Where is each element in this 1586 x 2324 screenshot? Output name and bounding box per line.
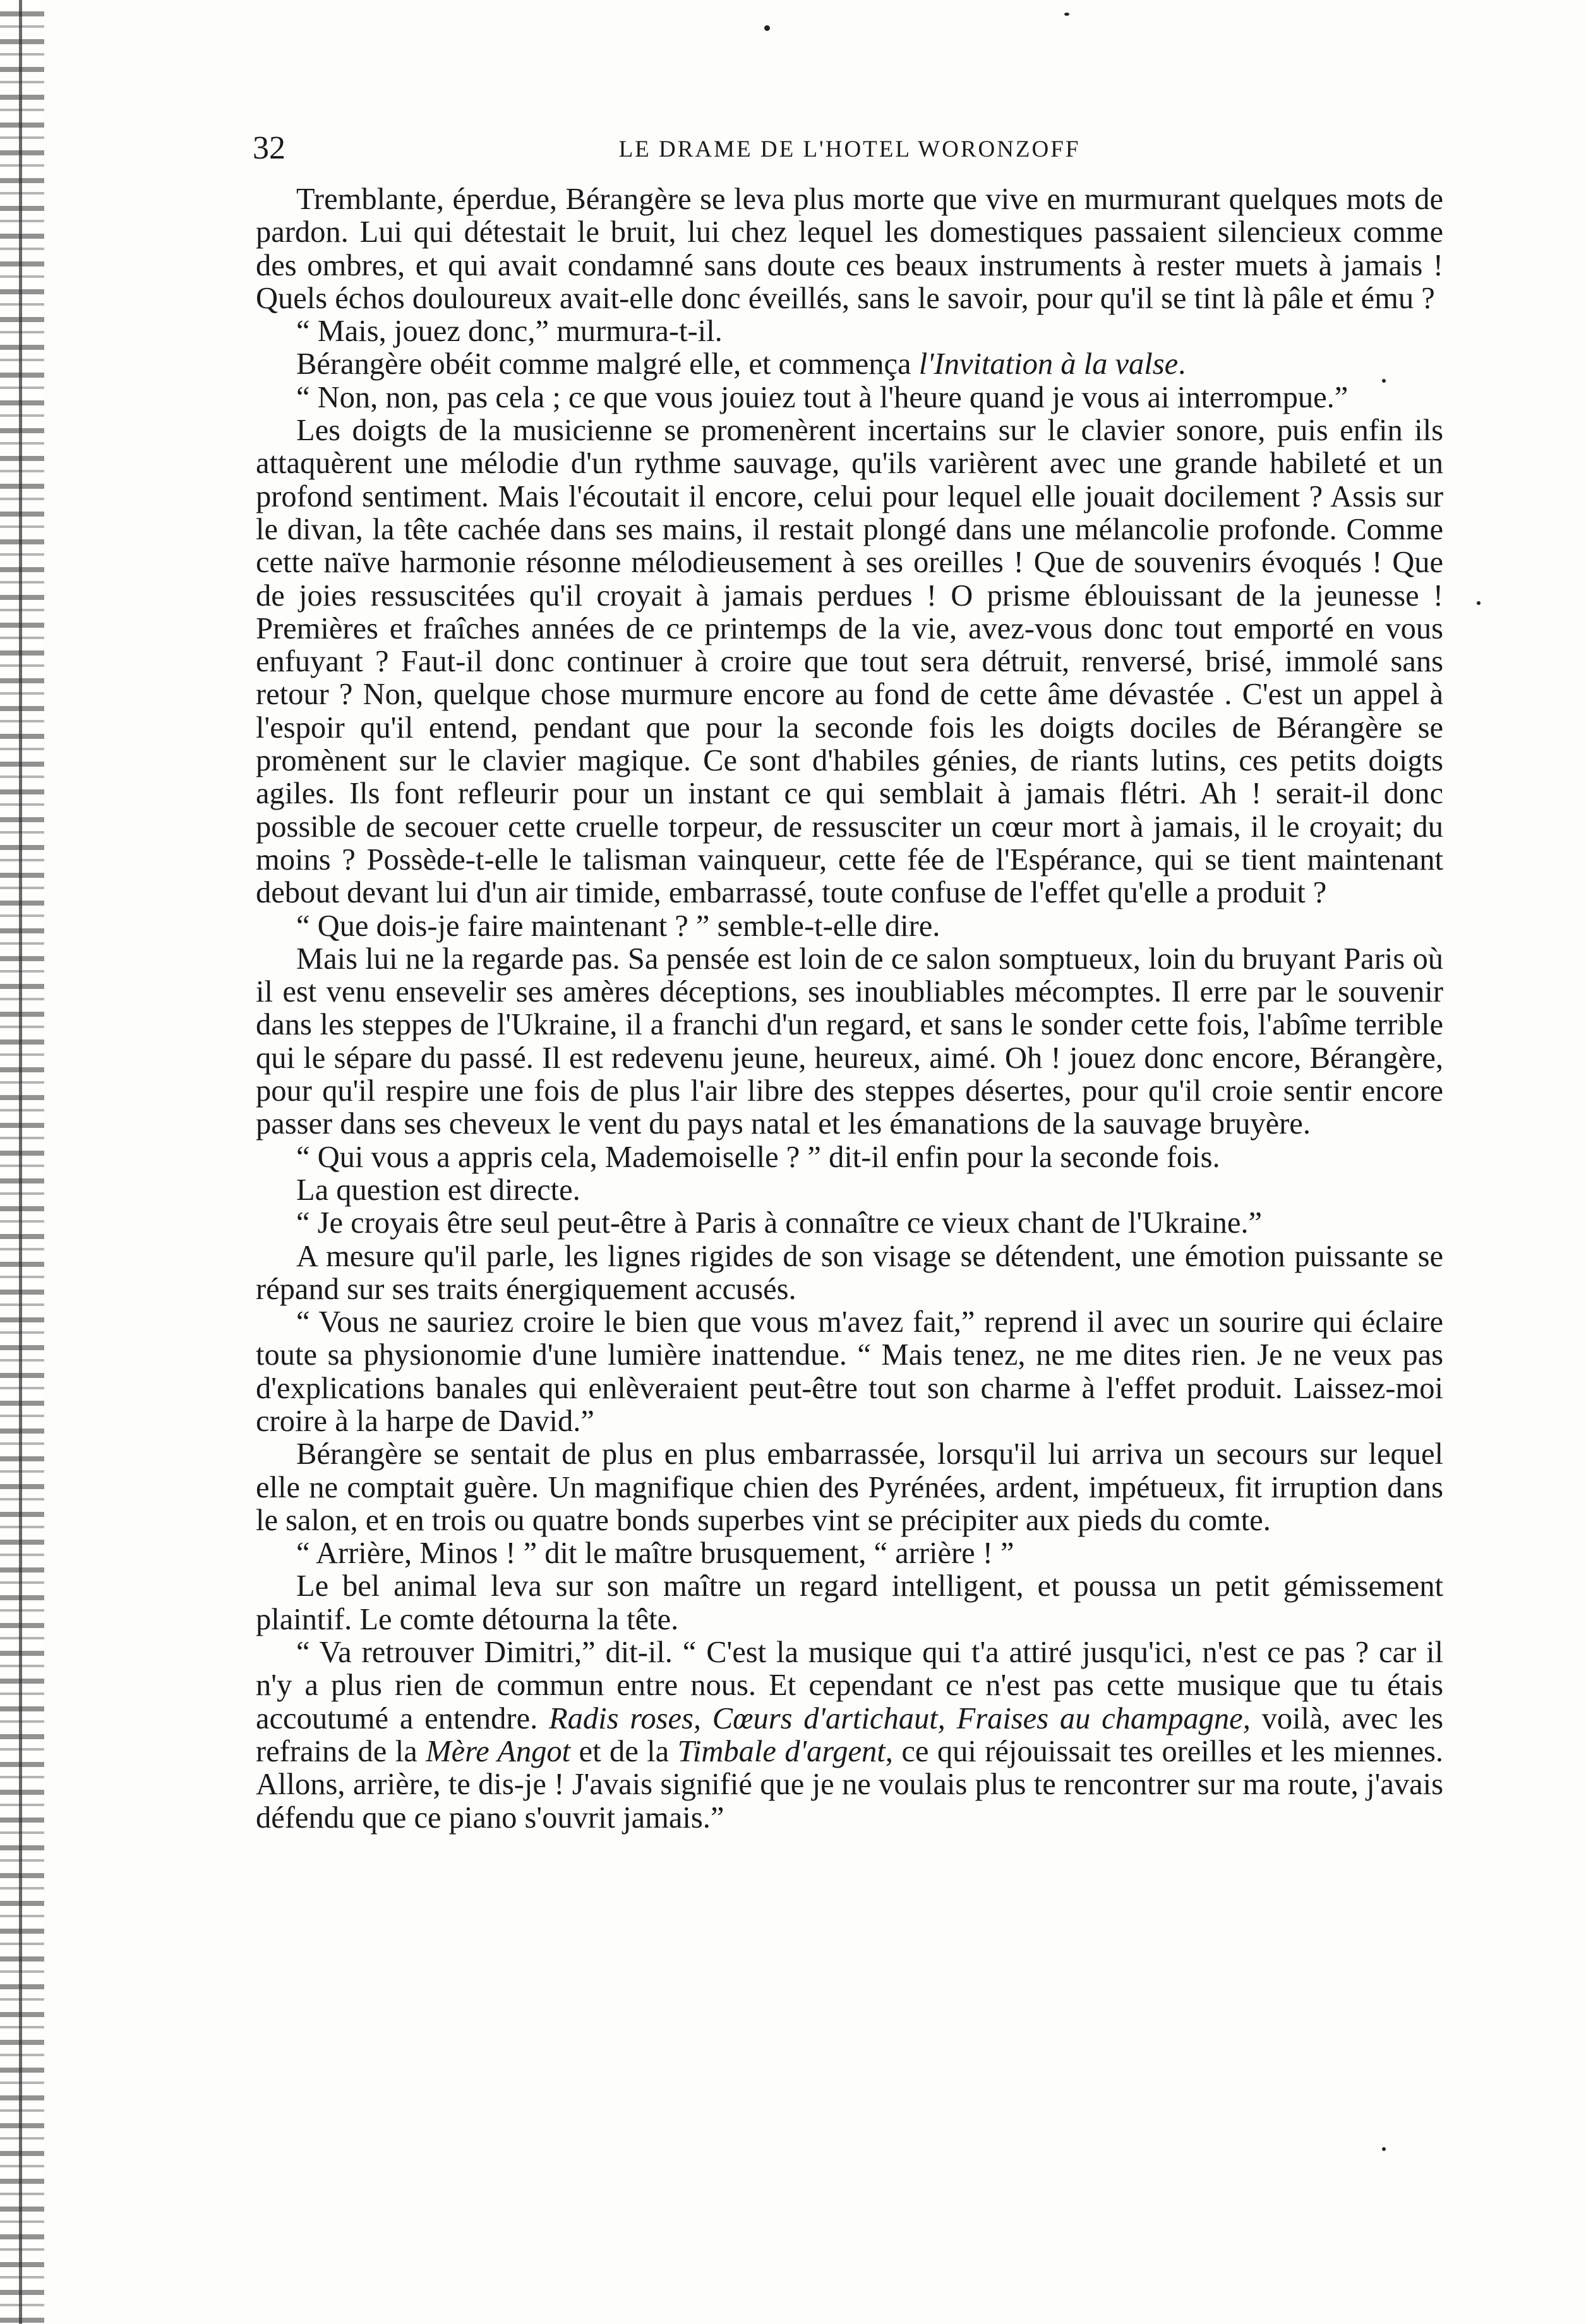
- paragraph: Le bel animal leva sur son maître un regard intelligent, et poussa un petit gémissement plaintif. Le comte détourna la tête.: [256, 1569, 1443, 1636]
- italic-song-titles: Radis roses, Cœurs d'artichaut, Fraises au champagne,: [549, 1701, 1251, 1735]
- running-title: LE DRAME DE L'HOTEL WORONZOFF: [618, 136, 1081, 162]
- paragraph: “ Que dois-je faire maintenant ? ” semble-t-elle dire.: [296, 909, 940, 943]
- paragraph: “ Arrière, Minos ! ” dit le maître brusquement, “ arrière ! ”: [296, 1536, 1014, 1571]
- ink-speck: [764, 25, 770, 31]
- body-text: [256, 183, 1443, 2204]
- paragraph: A mesure qu'il parle, les lignes rigides de son visage se détendent, une émotion puissante se répand sur ses traits énergiquement accusés.: [256, 1239, 1443, 1306]
- ink-speck: [1382, 379, 1386, 383]
- paragraph: Mais lui ne la regarde pas. Sa pensée est loin de ce salon somptueux, loin du bruyant Paris où il est venu ensevelir ses amères déceptions, ses inoubliables mécomptes. Il erre par le souvenir dans les steppes de l'Ukraine, il a franchi d'un regard, et sans le sonder cette fois, l'abîme terrible qui le sépare du passé. Il est redevenu jeune, heureux, aimé. Oh ! jouez donc encore, Bérangère, pour qu'il respire une fois de plus l'air libre des steppes désertes, pour qu'il croie sentir encore passer dans ses cheveux le vent du pays natal et les émanations de la sauvage bruyère.: [256, 942, 1443, 1141]
- italic-operetta-title: Timbale d'argent: [677, 1734, 886, 1768]
- binding-edge: [0, 0, 44, 2324]
- ink-speck: [1382, 2147, 1386, 2151]
- ink-speck: [1064, 13, 1069, 16]
- paragraph: Bérangère obéit comme malgré elle, et commença l'Invitation à la valse.: [296, 347, 1186, 381]
- italic-title: l'Invitation à la valse: [918, 347, 1179, 381]
- paragraph: “ Mais, jouez donc,” murmura-t-il.: [296, 314, 723, 349]
- paragraph: Tremblante, éperdue, Bérangère se leva plus morte que vive en murmurant quelques mots de pardon. Lui qui détestait le bruit, lui chez lequel les domestiques passaient silencieux comme des ombres, et qui avait condamné sans doute ces beaux instruments à rester muets à jamais ! Quels échos douloureux avait-elle donc éveillés, sans le savoir, pour qu'il se tint là pâle et ému ?: [256, 183, 1443, 315]
- paragraph: “ Qui vous a appris cela, Mademoiselle ? ” dit-il enfin pour la seconde fois.: [296, 1140, 1220, 1174]
- page-number: 32: [253, 130, 285, 166]
- running-head: [253, 129, 1446, 167]
- paragraph: “ Va retrouver Dimitri,” dit-il. “ C'est la musique qui t'a attiré jusqu'ici, n'est ce pas ? car il n'y a plus rien de commun entre nous. Et cependant ce n'est pas cette musique que tu étais accoutumé a entendre. Radis roses, Cœurs d'artichaut, Fraises au champagne, voilà, avec les refrains de la Mère Angot et de la Timbale d'argent, ce qui réjouissait tes oreilles et les miennes. Allons, arrière, te dis-je ! J'avais signifié que je ne voulais plus te rencontrer sur ma route, j'avais défendu que ce piano s'ouvrit jamais.”: [256, 1636, 1443, 1835]
- paragraph: La question est directe.: [296, 1173, 580, 1207]
- paragraph: “ Je croyais être seul peut-être à Paris à connaître ce vieux chant de l'Ukraine.”: [296, 1206, 1263, 1240]
- ink-speck: [1477, 601, 1481, 605]
- binding-rule: [19, 0, 22, 2324]
- paragraph: Les doigts de la musicienne se promenèrent incertains sur le clavier sonore, puis enfin ils attaquèrent une mélodie d'un rythme sauvage, qu'ils varièrent avec une grande habileté et un profond sentiment. Mais l'écoutait il encore, celui pour lequel elle jouait docilement ? Assis sur le divan, la tête cachée dans ses mains, il restait plongé dans une mélancolie profonde. Comme cette naïve harmonie résonne mélodieusement à ses oreilles ! Que de souvenirs évoqués ! Que de joies ressuscitées qu'il croyait à jamais perdues ! O prisme éblouissant de la jeunesse ! Premières et fraîches années de ce printemps de la vie, avez-vous donc tout emporté en vous enfuyant ? Faut-il donc continuer à croire que tout sera détruit, renversé, brisé, immolé sans retour ? Non, quelque chose murmure encore au fond de cette âme dévastée . C'est un appel à l'espoir qu'il entend, pendant que pour la seconde fois les doigts dociles de Bérangère se promènent sur le clavier magique. Ce sont d'habiles génies, de riants lutins, ces petits doigts agiles. Ils font refleurir pour un instant ce qui semblait à jamais flétri. Ah ! serait-il donc possible de secouer cette cruelle torpeur, de ressusciter un cœur mort à jamais, il le croyait; du moins ? Possède-t-elle le talisman vainqueur, cette fée de l'Espérance, qui se tient maintenant debout devant lui d'un air timide, embarrassé, toute confuse de l'effet qu'elle a produit ?: [256, 414, 1443, 910]
- paragraph: Bérangère se sentait de plus en plus embarrassée, lorsqu'il lui arriva un secours sur lequel elle ne comptait guère. Un magnifique chien des Pyrénées, ardent, impétueux, fit irruption dans le salon, et en trois ou quatre bonds superbes vint se précipiter aux pieds du comte.: [256, 1437, 1443, 1537]
- paragraph: “ Non, non, pas cela ; ce que vous jouiez tout à l'heure quand je vous ai interrompue.”: [296, 380, 1349, 414]
- italic-operetta-title: Mère Angot: [426, 1734, 571, 1768]
- paragraph: “ Vous ne sauriez croire le bien que vous m'avez fait,” reprend il avec un sourire qui éclaire toute sa physionomie d'une lumière inattendue. “ Mais tenez, ne me dites rien. Je ne veux pas d'explications banales qui enlèveraient peut-être tout son charme à l'effet produit. Laissez-moi croire à la harpe de David.”: [256, 1305, 1443, 1438]
